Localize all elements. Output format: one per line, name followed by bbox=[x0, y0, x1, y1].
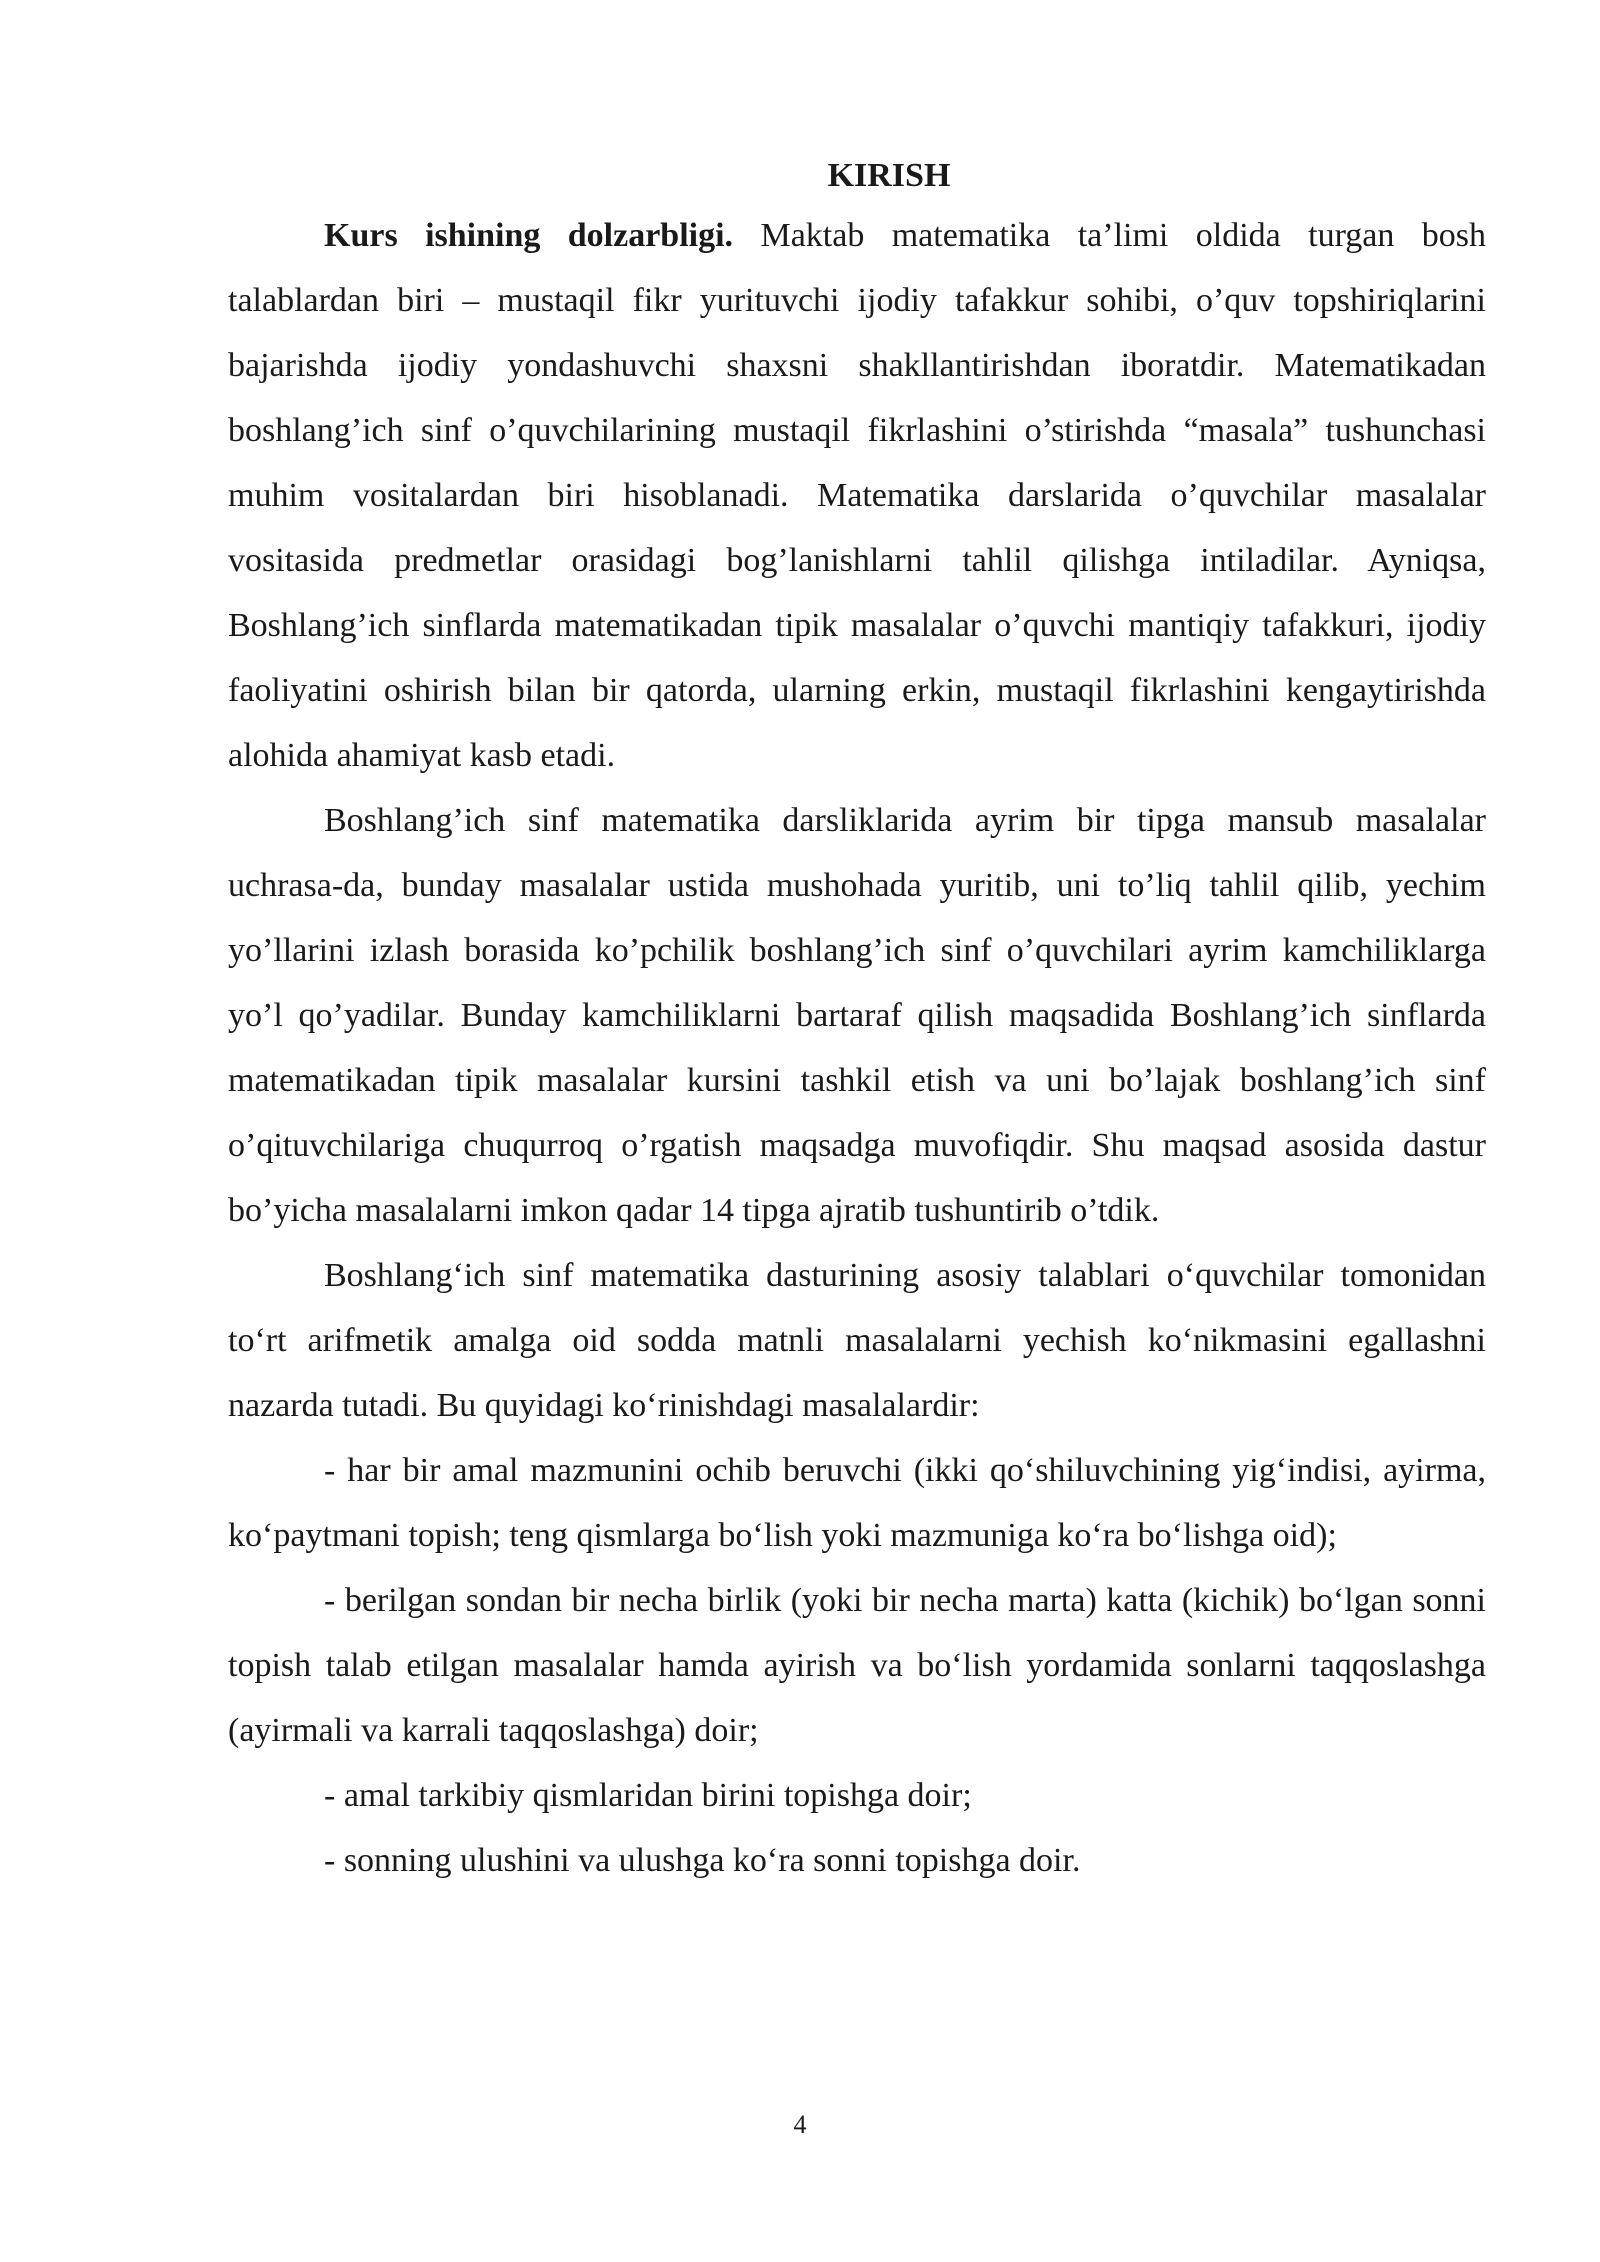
paragraph-text: Maktab matematika ta’limi oldida turgan bosh talablardan biri – mustaqil fikr yurituvchi ijodiy tafakkur sohibi, o’quv topshiriqlarini bajarishda ijodiy yondashuvchi shaxsni shakllantirishdan iboratdir. Matematikadan boshlang’ich sinf o’quvchilarining mustaqil fikrlashini o’stirishda “masala” tushunchasi muhim vositalardan biri hisoblanadi. Matematika darslarida o’quvchilar masalalar vositasida predmetlar orasidagi bog’lanishlarni tahlil qilishga intiladilar. Ayniqsa, Boshlang’ich sinflarda matematikadan tipik masalalar o’quvchi mantiqiy tafakkuri, ijodiy faoliyatini oshirish bilan bir qatorda, ularning erkin, mustaqil fikrlashini kengaytirishda alohida ahamiyat kasb etadi. bbox=[228, 217, 1486, 774]
list-item: - sonning ulushini va ulushga ko‘ra sonni topishga doir. bbox=[324, 1842, 1081, 1879]
paragraph-relevance bbox=[228, 203, 1486, 788]
page-number: 4 bbox=[793, 2110, 807, 2139]
paragraph-requirements: Boshlang‘ich sinf matematika dasturining asosiy talablari o‘quvchilar tomonidan to‘rt arifmetik amalga oid sodda matnli masalalarni yechish ko‘nikmasini egallashni nazarda tutadi. Bu quyidagi ko‘rinishdagi masalalardir: bbox=[228, 1257, 1486, 1424]
list-item: - amal tarkibiy qismlaridan birini topishga doir; bbox=[324, 1777, 972, 1814]
list-item: - har bir amal mazmunini ochib beruvchi (ikki qo‘shiluvchining yig‘indisi, ayirma, ko‘paytmani topish; teng qismlarga bo‘lish yoki mazmuniga ko‘ra bo‘lishga oid); bbox=[228, 1452, 1486, 1554]
list-item: - berilgan sondan bir necha birlik (yoki bir necha marta) katta (kichik) bo‘lgan sonni topish talab etilgan masalalar hamda ayirish va bo‘lish yordamida sonlarni taqqoslashga (ayirmali va karrali taqqoslashga) doir; bbox=[228, 1582, 1486, 1749]
paragraph-textbooks: Boshlang’ich sinf matematika darsliklarida ayrim bir tipga mansub masalalar uchrasa-da, bunday masalalar ustida mushohada yuritib, uni to’liq tahlil qilib, yechim yo’llarini izlash borasida ko’pchilik boshlang’ich sinf o’quvchilari ayrim kamchiliklarga yo’l qo’yadilar. Bunday kamchiliklarni bartaraf qilish maqsadida Boshlang’ich sinflarda matematikadan tipik masalalar kursini tashkil etish va uni bo’lajak boshlang’ich sinf o’qituvchilariga chuqurroq o’rgatish maqsadga muvofiqdir. Shu maqsad asosida dastur bo’yicha masalalarni imkon qadar 14 tipga ajratib tushuntirib o’tdik. bbox=[228, 802, 1486, 1229]
page-content bbox=[228, 148, 1486, 1893]
section-heading: KIRISH bbox=[827, 157, 951, 194]
paragraph-lead: Kurs ishining dolzarbligi. bbox=[324, 217, 734, 254]
